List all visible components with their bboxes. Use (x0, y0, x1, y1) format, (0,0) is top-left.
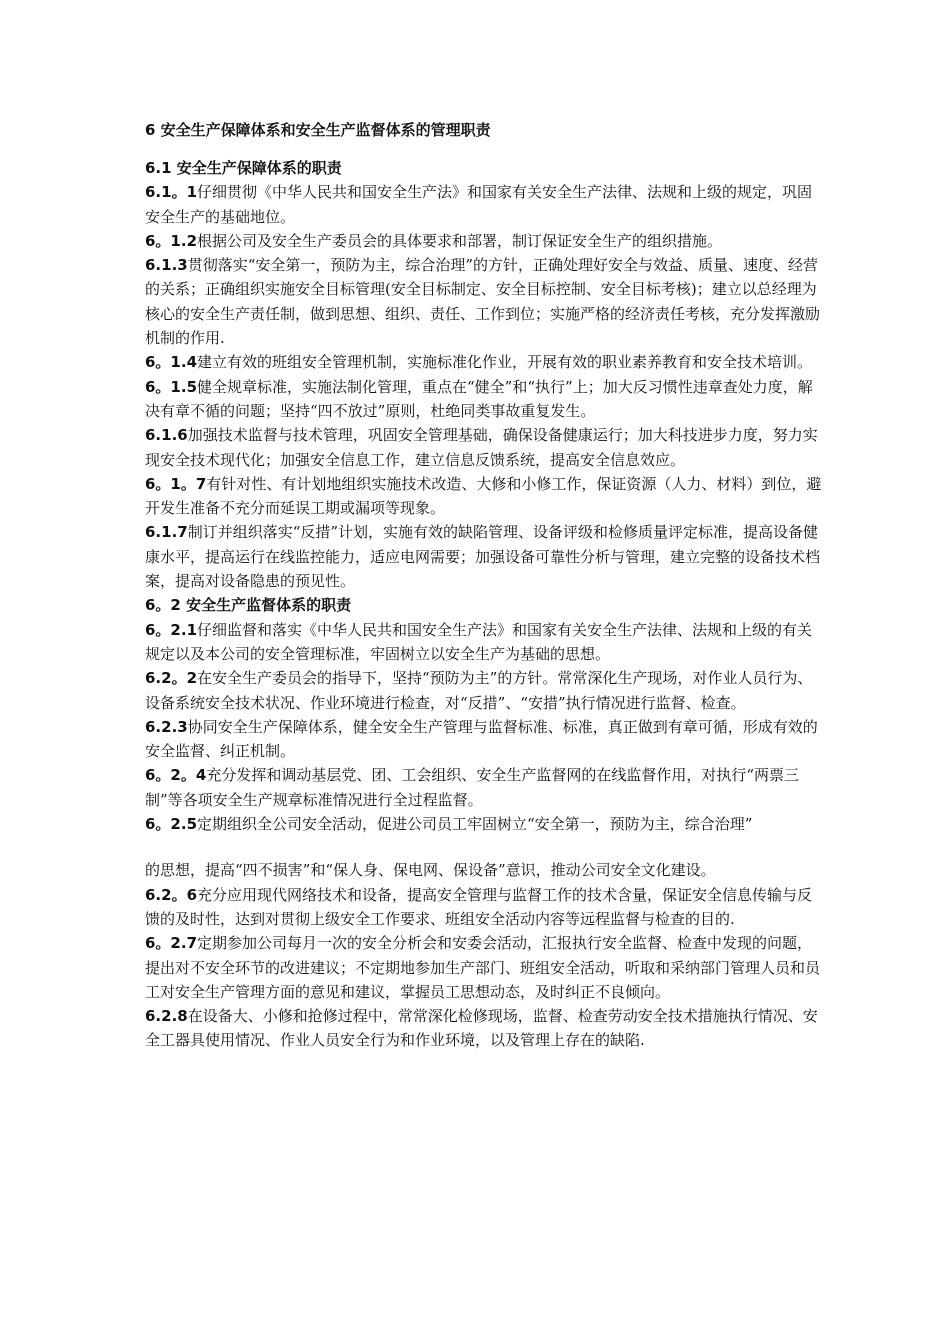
list-item (145, 180, 825, 229)
document-page (145, 118, 825, 1053)
list-item (145, 423, 825, 472)
item-number: 6。1.4 (145, 353, 198, 372)
item-number: 6.1.3 (145, 256, 188, 275)
list-item (145, 618, 825, 667)
item-number: 6.1.7 (145, 523, 188, 542)
item-number: 6。2.1 (145, 620, 198, 639)
item-number: 6。2.5 (145, 815, 198, 834)
item-number: 6。1。7 (145, 474, 207, 493)
item-number: 6.2.8 (145, 1007, 188, 1026)
document-title: 6 安全生产保障体系和安全生产监督体系的管理职责 (145, 121, 491, 139)
item-number: 6。1.2 (145, 231, 198, 250)
item-text: 健全规章标准，实施法制化管理，重点在“健全”和“执行”上；加大反习惯性违章查处力度，解决有章不循的问题；坚持“四不放过”原则，杜绝同类事故重复发生。 (145, 377, 813, 420)
spacer (145, 142, 825, 156)
item-text: 仔细监督和落实《中华人民共和国安全生产法》和国家有关安全生产法律、法规和上级的有关规定以及本公司的安全管理标准，牢固树立以安全生产为基础的思想。 (145, 620, 813, 663)
list-item (145, 1004, 825, 1053)
list-item (145, 229, 825, 253)
item-text: 在设备大、小修和抢修过程中，常常深化检修现场，监督、检查劳动安全技术措施执行情况、安全工器具使用情况、作业人员安全行为和作业环境，以及管理上存在的缺陷. (145, 1007, 818, 1050)
item-text: 加强技术监督与技术管理，巩固安全管理基础，确保设备健康运行；加大科技进步力度，努力实现安全技术现代化；加强安全信息工作，建立信息反馈系统，提高安全信息效应。 (145, 426, 818, 469)
item-text: 有针对性、有计划地组织实施技术改造、大修和小修工作，保证资源（人力、材料）到位，避开发生准备不充分而延误工期或漏项等现象。 (145, 474, 822, 518)
section-heading-6-2: 6。2 安全生产监督体系的职责 (145, 596, 352, 615)
item-text: 充分发挥和调动基层党、团、工会组织、安全生产监督网的在线监督作用，对执行“两票三制”等各项安全生产规章标准情况进行全过程监督。 (145, 766, 799, 809)
item-text: 制订并组织落实“反措”计划，实施有效的缺陷管理、设备评级和检修质量评定标准，提高设备健康水平，提高运行在线监控能力，适应电网需要；加强设备可靠性分析与管理，建立完整的设备技术档案，提高对设备隐患的预见性。 (145, 523, 821, 591)
list-item (145, 666, 825, 715)
item-number: 6.2。2 (145, 669, 198, 688)
list-item (145, 763, 825, 812)
item-number: 6。2。4 (145, 766, 207, 785)
item-number: 6.2.3 (145, 717, 188, 736)
list-item (145, 715, 825, 764)
section-heading-6-1: 6.1 安全生产保障体系的职责 (145, 159, 342, 177)
list-item (145, 375, 825, 424)
list-item (145, 520, 825, 593)
item-text: 仔细贯彻《中华人民共和国安全生产法》和国家有关安全生产法律、法规和上级的规定，巩固安全生产的基础地位。 (145, 183, 813, 226)
item-number: 6。2.7 (145, 934, 198, 953)
item-number: 6.1.6 (145, 426, 188, 445)
list-item (145, 931, 825, 1004)
list-item (145, 472, 825, 521)
item-text: 在安全生产委员会的指导下，坚持“预防为主”的方针。常常深化生产现场，对作业人员行为、设备系统安全技术状况、作业环境进行检查，对“反措”、“安措”执行情况进行监督、检查。 (145, 669, 813, 712)
item-number: 6.1。1 (145, 183, 198, 202)
list-item (145, 812, 825, 836)
item-text: 定期参加公司每月一次的安全分析会和安委会活动，汇报执行安全监督、检查中发现的问题，提出对不安全环节的改进建议；不定期地参加生产部门、班组安全活动，听取和采纳部门管理人员和员工对安全生产管理方面的意见和建议，掌握员工思想动态，及时纠正不良倾向。 (145, 934, 821, 1001)
item-number: 6.2。6 (145, 885, 198, 904)
list-item (145, 253, 825, 350)
item-number: 6。1.5 (145, 377, 198, 396)
item-text: 贯彻落实“安全第一，预防为主，综合治理”的方针，正确处理好安全与效益、质量、速度、经营的关系；正确组织实施安全目标管理(安全目标制定、安全目标控制、安全目标考核)；建立以总经理为核心的安全生产责任制，做到思想、组织、责任、工作到位；实施严格的经济责任考核，充分发挥激励机制的作用. (145, 256, 821, 348)
list-item (145, 350, 825, 374)
item-text: 定期组织全公司安全活动，促进公司员工牢固树立“安全第一，预防为主，综合治理” (197, 815, 753, 834)
list-item (145, 883, 825, 932)
item-text: 根据公司及安全生产委员会的具体要求和部署，制订保证安全生产的组织措施。 (197, 231, 723, 250)
item-text: 充分应用现代网络技术和设备，提高安全管理与监督工作的技术含量，保证安全信息传输与反馈的及时性，达到对贯彻上级安全工作要求、班组安全活动内容等远程监督与检查的目的. (145, 885, 813, 928)
item-text: 建立有效的班组安全管理机制，实施标准化作业，开展有效的职业素养教育和安全技术培训。 (197, 353, 813, 372)
continuation-text: 的思想，提高“四不损害”和“保人身、保电网、保设备”意识，推动公司安全文化建设。 (145, 861, 716, 880)
item-text: 协同安全生产保障体系，健全安全生产管理与监督标准、标准，真正做到有章可循，形成有效的安全监督、纠正机制。 (145, 717, 818, 761)
spacer (145, 836, 825, 858)
